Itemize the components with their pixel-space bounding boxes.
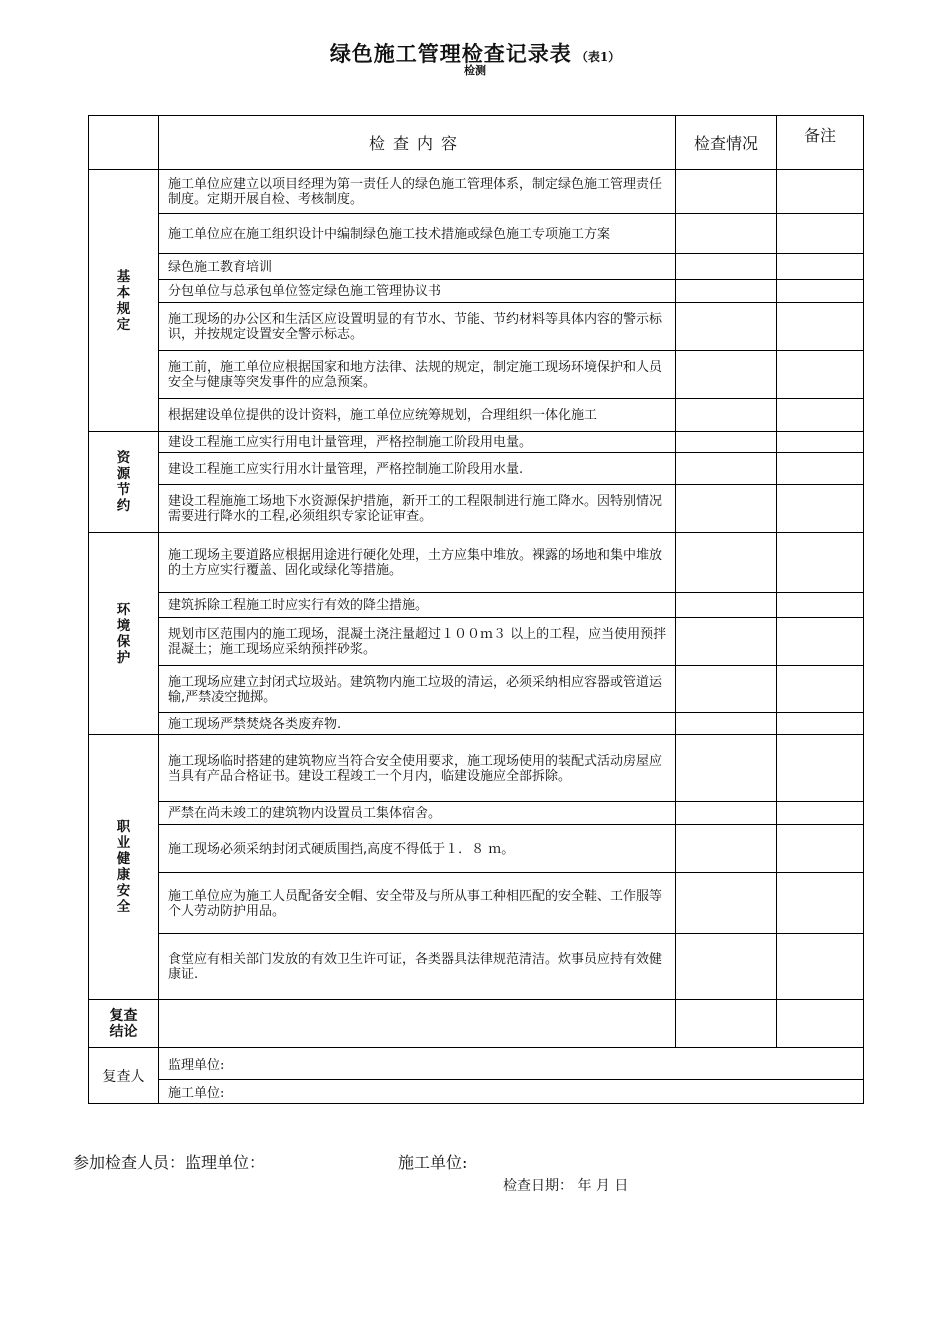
review-conclusion-row bbox=[89, 1000, 864, 1048]
category-basic-rules: 基本规定 bbox=[89, 170, 159, 432]
header-status: 检查情况 bbox=[676, 116, 777, 170]
status-cell[interactable] bbox=[676, 825, 777, 873]
notes-cell[interactable] bbox=[777, 280, 864, 303]
table-row bbox=[89, 170, 864, 214]
footer-participants bbox=[73, 1150, 468, 1173]
review-conclusion-field[interactable] bbox=[159, 1000, 676, 1048]
table-row bbox=[89, 618, 864, 666]
notes-cell[interactable] bbox=[777, 254, 864, 280]
item-text: 规划市区范围内的施工现场，混凝土浇注量超过１００ｍ３ 以上的工程，应当使用预拌混凝土；施工现场应采纳预拌砂浆。 bbox=[159, 618, 676, 666]
title-main: 绿色施工管理检查记录表 bbox=[329, 41, 572, 66]
table-row bbox=[89, 873, 864, 934]
item-text: 建筑拆除工程施工时应实行有效的降尘措施。 bbox=[159, 593, 676, 618]
item-text: 施工现场应建立封闭式垃圾站。建筑物内施工垃圾的清运，必须采纳相应容器或管道运输,严禁凌空抛掷。 bbox=[159, 666, 676, 713]
item-text: 根据建设单位提供的设计资料，施工单位应统筹规划，合理组织一体化施工 bbox=[159, 399, 676, 432]
table-row bbox=[89, 802, 864, 825]
notes-cell[interactable] bbox=[777, 432, 864, 453]
item-text: 施工现场主要道路应根据用途进行硬化处理，土方应集中堆放。裸露的场地和集中堆放的土方应实行覆盖、固化或绿化等措施。 bbox=[159, 533, 676, 593]
table-row bbox=[89, 453, 864, 485]
table-row bbox=[89, 214, 864, 254]
item-text: 建设工程施工应实行用水计量管理，严格控制施工阶段用水量. bbox=[159, 453, 676, 485]
status-cell[interactable] bbox=[676, 351, 777, 399]
item-text: 施工现场的办公区和生活区应设置明显的有节水、节能、节约材料等具体内容的警示标识，并按规定设置安全警示标志。 bbox=[159, 303, 676, 351]
status-cell[interactable] bbox=[676, 254, 777, 280]
item-text: 绿色施工教育培训 bbox=[159, 254, 676, 280]
item-text: 施工前，施工单位应根据国家和地方法律、法规的规定，制定施工现场环境保护和人员安全与健康等突发事件的应急预案。 bbox=[159, 351, 676, 399]
status-cell[interactable] bbox=[676, 934, 777, 1000]
header-notes: 备注 bbox=[777, 116, 864, 170]
header-content: 检查内容 bbox=[159, 116, 676, 170]
status-cell[interactable] bbox=[676, 399, 777, 432]
status-cell[interactable] bbox=[676, 533, 777, 593]
status-cell[interactable] bbox=[676, 280, 777, 303]
table-row bbox=[89, 735, 864, 802]
item-text: 施工单位应在施工组织设计中编制绿色施工技术措施或绿色施工专项施工方案 bbox=[159, 214, 676, 254]
notes-cell[interactable] bbox=[777, 351, 864, 399]
footer-check-date: 检查日期： 年 月 日 bbox=[503, 1178, 629, 1194]
page-subtitle: 检测 bbox=[464, 64, 486, 77]
header-blank-cell bbox=[89, 116, 159, 170]
reviewer-supervision-unit[interactable]: 监理单位: bbox=[159, 1048, 864, 1080]
notes-cell[interactable] bbox=[777, 802, 864, 825]
review-conclusion-label: 复查结论 bbox=[89, 1000, 159, 1048]
status-cell[interactable] bbox=[676, 618, 777, 666]
item-text: 施工现场必须采纳封闭式硬质围挡,高度不得低于１．８ ｍ。 bbox=[159, 825, 676, 873]
notes-cell[interactable] bbox=[777, 735, 864, 802]
table-row bbox=[89, 303, 864, 351]
footer-participants-label: 参加检查人员：监理单位： bbox=[73, 1153, 266, 1172]
table-row bbox=[89, 593, 864, 618]
inspection-table bbox=[88, 115, 864, 1104]
item-text: 食堂应有相关部门发放的有效卫生许可证，各类器具法律规范清洁。炊事员应持有效健康证. bbox=[159, 934, 676, 1000]
table-row bbox=[89, 280, 864, 303]
category-resource-saving: 资源节约 bbox=[89, 432, 159, 533]
table-row bbox=[89, 934, 864, 1000]
status-cell[interactable] bbox=[676, 303, 777, 351]
notes-cell[interactable] bbox=[777, 593, 864, 618]
notes-cell[interactable] bbox=[777, 825, 864, 873]
table-row bbox=[89, 485, 864, 533]
reviewer-construction-unit[interactable]: 施工单位: bbox=[159, 1080, 864, 1104]
status-cell[interactable] bbox=[676, 214, 777, 254]
item-text: 施工单位应为施工人员配备安全帽、安全带及与所从事工种相匹配的安全鞋、工作服等个人劳动防护用品。 bbox=[159, 873, 676, 934]
table-row bbox=[89, 351, 864, 399]
notes-cell[interactable] bbox=[777, 453, 864, 485]
item-text: 施工现场严禁焚烧各类废弃物. bbox=[159, 713, 676, 735]
status-cell[interactable] bbox=[676, 593, 777, 618]
item-text: 施工单位应建立以项目经理为第一责任人的绿色施工管理体系，制定绿色施工管理责任制度。定期开展自检、考核制度。 bbox=[159, 170, 676, 214]
review-status-cell[interactable] bbox=[676, 1000, 777, 1048]
status-cell[interactable] bbox=[676, 485, 777, 533]
status-cell[interactable] bbox=[676, 713, 777, 735]
table-row bbox=[89, 713, 864, 735]
table-row bbox=[89, 533, 864, 593]
table-row bbox=[89, 254, 864, 280]
table-row bbox=[89, 825, 864, 873]
table-row bbox=[89, 399, 864, 432]
notes-cell[interactable] bbox=[777, 713, 864, 735]
status-cell[interactable] bbox=[676, 666, 777, 713]
reviewer-row bbox=[89, 1048, 864, 1080]
notes-cell[interactable] bbox=[777, 214, 864, 254]
item-text: 建设工程施施工场地下水资源保护措施，新开工的工程限制进行施工降水。因特别情况需要进行降水的工程,必须组织专家论证审查。 bbox=[159, 485, 676, 533]
category-environment: 环境保护 bbox=[89, 533, 159, 735]
notes-cell[interactable] bbox=[777, 170, 864, 214]
category-occupational-health: 职业健康安全 bbox=[89, 735, 159, 1000]
footer-construction-unit: 施工单位: bbox=[398, 1153, 468, 1172]
item-text: 严禁在尚未竣工的建筑物内设置员工集体宿舍。 bbox=[159, 802, 676, 825]
notes-cell[interactable] bbox=[777, 666, 864, 713]
title-suffix: （表1） bbox=[575, 50, 621, 64]
table-row bbox=[89, 666, 864, 713]
notes-cell[interactable] bbox=[777, 303, 864, 351]
item-text: 施工现场临时搭建的建筑物应当符合安全使用要求，施工现场使用的装配式活动房屋应当具有产品合格证书。建设工程竣工一个月内，临建设施应全部拆除。 bbox=[159, 735, 676, 802]
table-row bbox=[89, 432, 864, 453]
status-cell[interactable] bbox=[676, 735, 777, 802]
notes-cell[interactable] bbox=[777, 399, 864, 432]
review-notes-cell[interactable] bbox=[777, 1000, 864, 1048]
status-cell[interactable] bbox=[676, 453, 777, 485]
notes-cell[interactable] bbox=[777, 934, 864, 1000]
table-header-row bbox=[89, 116, 864, 170]
status-cell[interactable] bbox=[676, 170, 777, 214]
notes-cell[interactable] bbox=[777, 618, 864, 666]
status-cell[interactable] bbox=[676, 432, 777, 453]
status-cell[interactable] bbox=[676, 873, 777, 934]
reviewer-label: 复查人 bbox=[89, 1048, 159, 1104]
status-cell[interactable] bbox=[676, 802, 777, 825]
notes-cell[interactable] bbox=[777, 485, 864, 533]
reviewer-row bbox=[89, 1080, 864, 1104]
item-text: 分包单位与总承包单位签定绿色施工管理协议书 bbox=[159, 280, 676, 303]
notes-cell[interactable] bbox=[777, 533, 864, 593]
notes-cell[interactable] bbox=[777, 873, 864, 934]
item-text: 建设工程施工应实行用电计量管理，严格控制施工阶段用电量。 bbox=[159, 432, 676, 453]
